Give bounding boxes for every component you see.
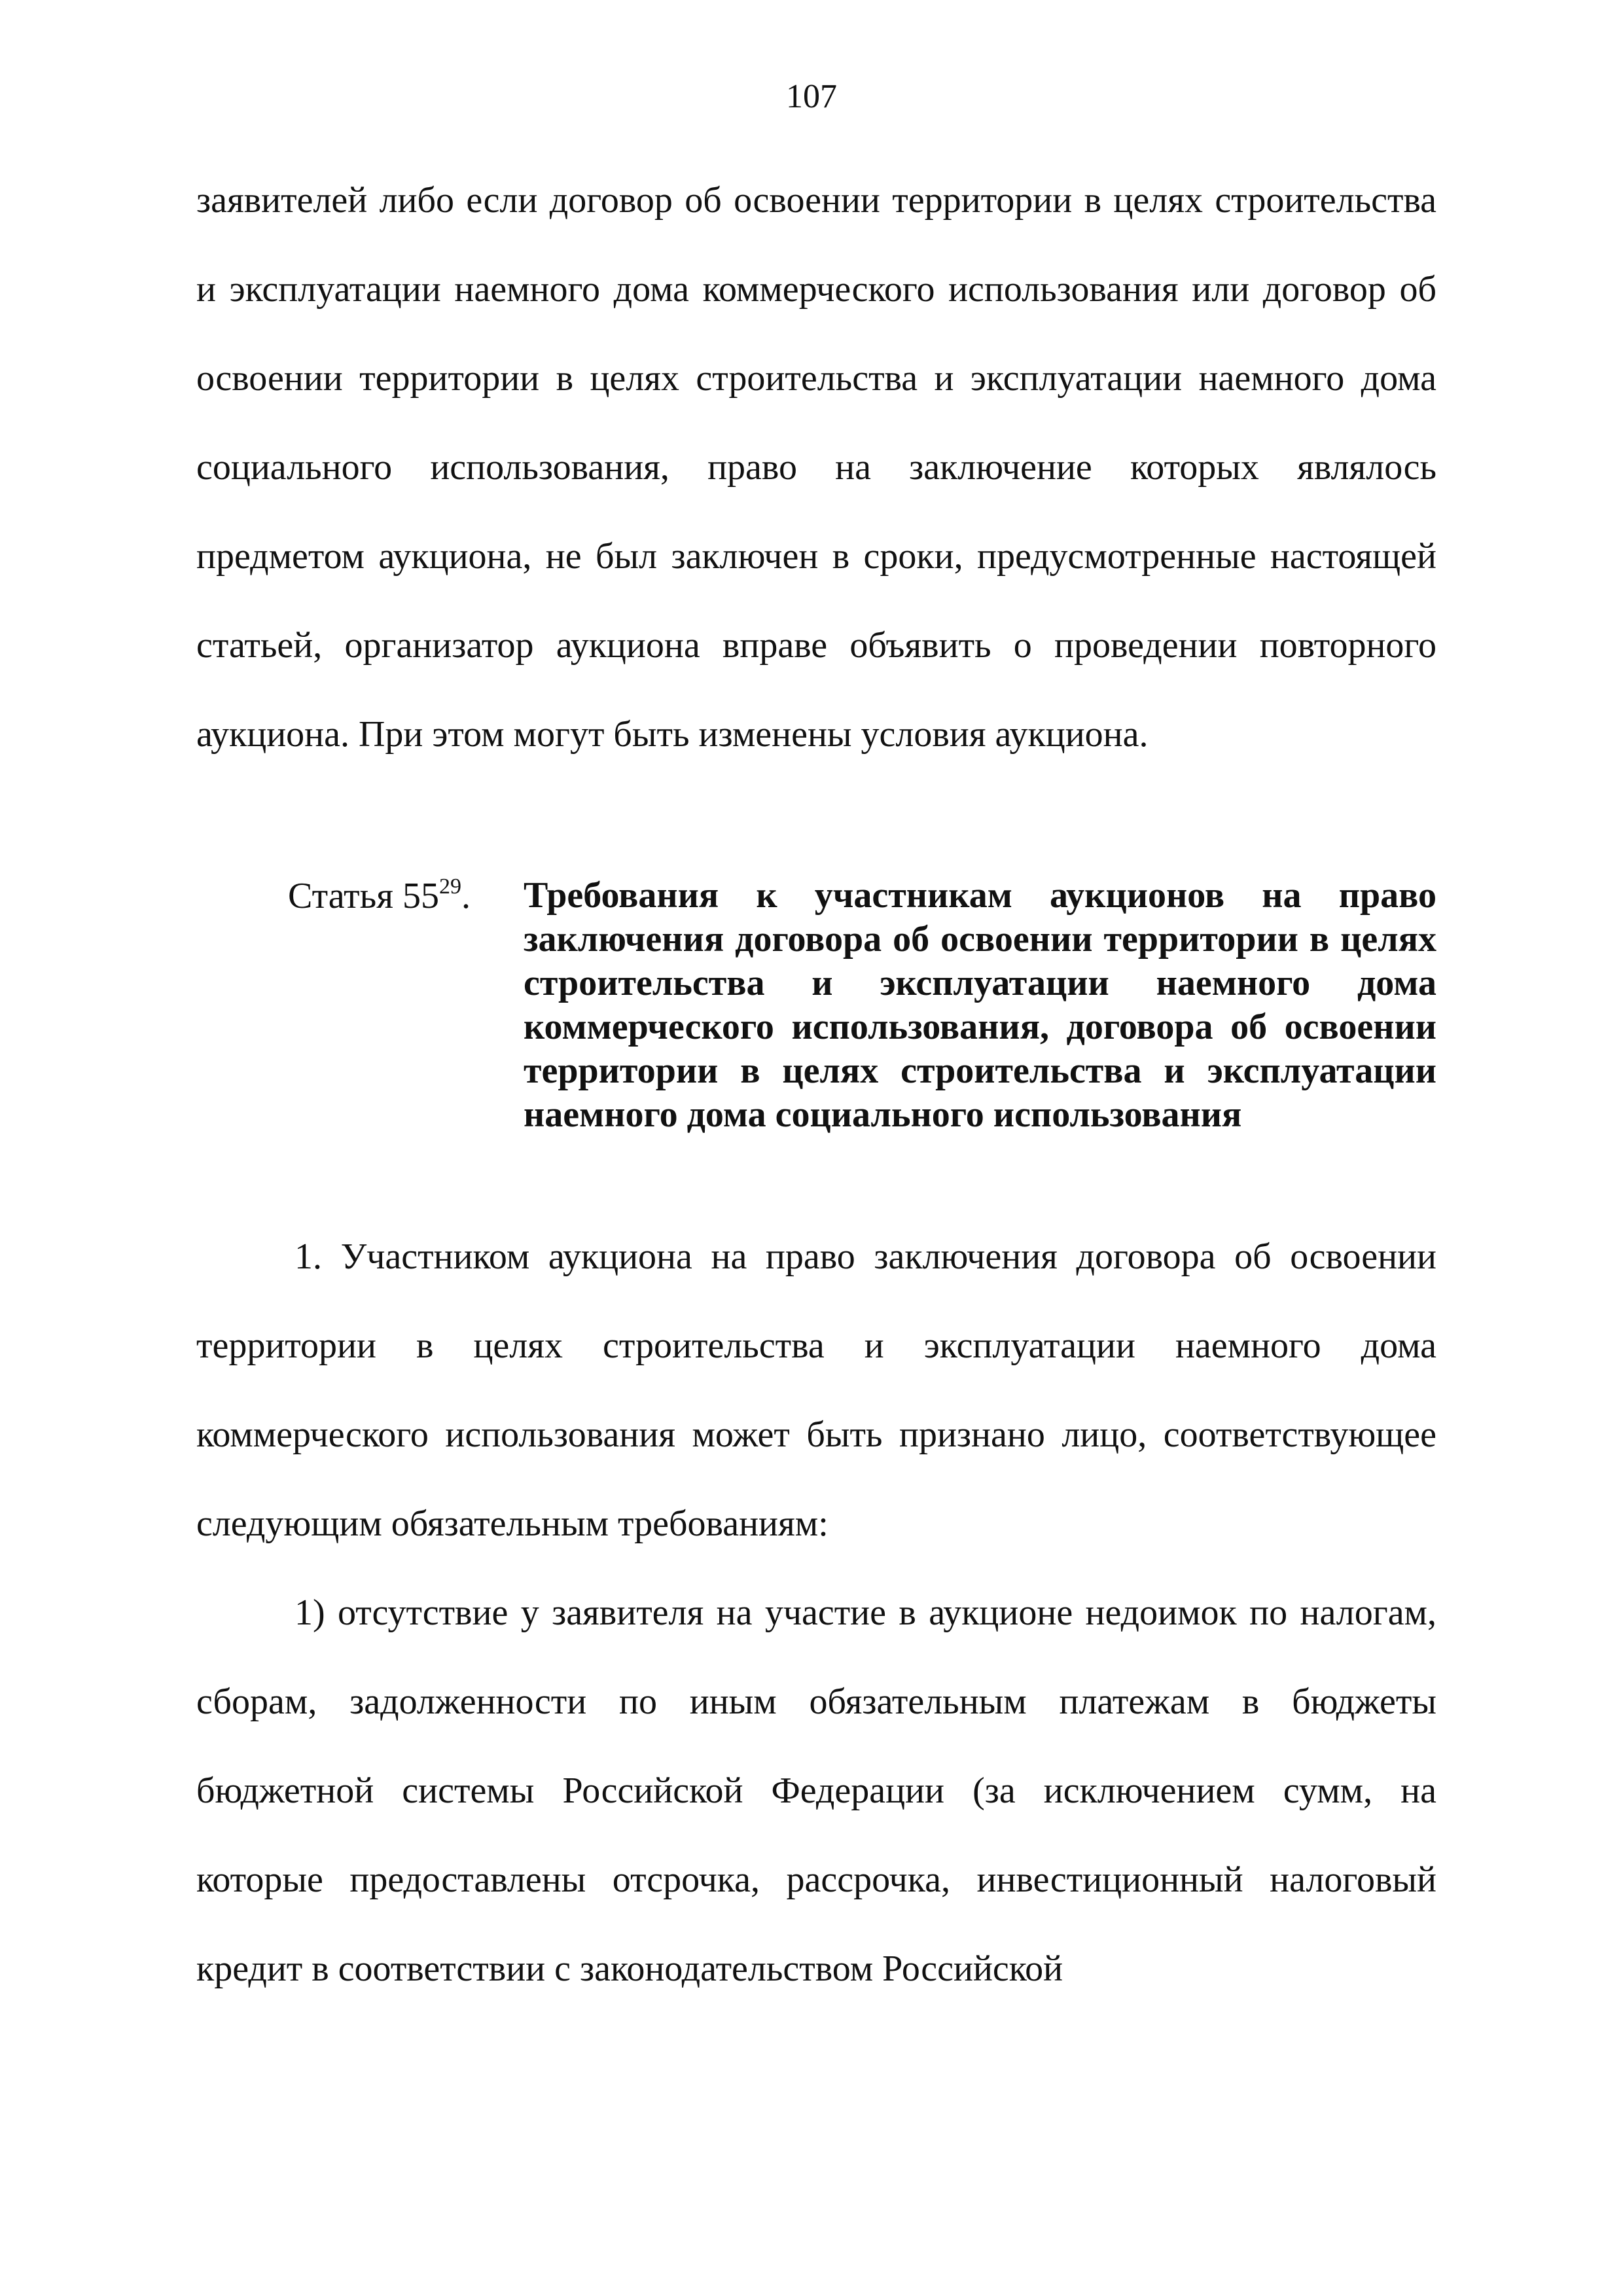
paragraph-1: 1. Участником аукциона на право заключения договора об освоении территории в целях строительства и эксплуатации наемного дома коммерческого использования может быть признано лицо, соответствующее следующим обязательным требованиям: (196, 1236, 1436, 1544)
article-title: Требования к участникам аукционов на право заключения договора об освоении территории в целях строительства и эксплуатации наемного дома коммерческого использования, договора об освоении территории в целях строительства и эксплуатации наемного дома социального использования (524, 875, 1436, 1135)
continuation-paragraph: заявителей либо если договор об освоении территории в целях строительства и эксплуатации наемного дома коммерческого использования или договор об освоении территории в целях строительства и эксплуатации наемного дома социального использования, право на заключение которых являлось предметом аукциона, не был заключен в сроки, предусмотренные настоящей статьей, организатор аукциона вправе объявить о проведении повторного аукциона. При этом могут быть изменены условия аукциона. (196, 180, 1436, 755)
article-label-superscript: 29 (438, 874, 461, 899)
article-body (196, 1212, 1436, 2013)
article-label-suffix: . (461, 876, 471, 916)
page-number: 107 (786, 78, 837, 115)
article-heading (288, 874, 1436, 1137)
article-number (288, 874, 524, 918)
list-item-1: 1) отсутствие у заявителя на участие в аукционе недоимок по налогам, сборам, задолженности по иным обязательным платежам в бюджеты бюджетной системы Российской Федерации (за исключением сумм, на которые предоставлены отсрочка, рассрочка, инвестиционный налоговый кредит в соответствии с законодательством Российской (196, 1592, 1436, 1989)
article-label-text: Статья 55 (288, 876, 439, 916)
